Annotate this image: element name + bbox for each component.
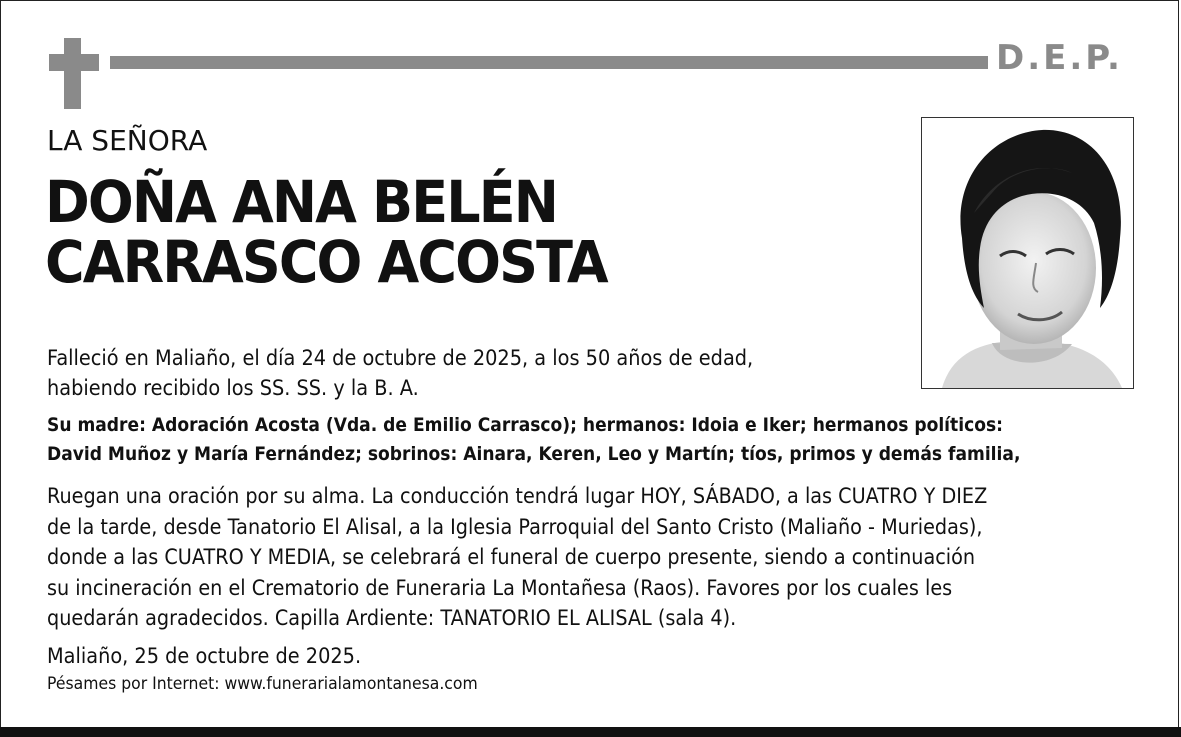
deceased-name [45,168,607,296]
family-line-1: Su madre: Adoración Acosta (Vda. de Emilio Carrasco); hermanos: Idoia e Iker; hermanos políticos: [47,414,1003,436]
cross-icon [64,38,81,109]
announcement-line-2: de la tarde, desde Tanatorio El Alisal, a la Iglesia Parroquial del Santo Cristo (Maliaño - Muriedas), [47,514,983,539]
death-line-1: Falleció en Maliaño, el día 24 de octubre de 2025, a los 50 años de edad, [47,346,754,370]
header-rule [110,56,988,69]
condolences-link-text: Pésames por Internet: www.funerarialamontanesa.com [47,674,478,694]
name-line-1: DOÑA ANA BELÉN [45,168,557,236]
cross-icon-bar [49,54,99,71]
announcement-line-1: Ruegan una oración por su alma. La conducción tendrá lugar HOY, SÁBADO, a las CUATRO Y DIEZ [47,484,988,508]
name-line-2: CARRASCO ACOSTA [45,228,607,296]
bottom-rule [0,727,1181,737]
announcement-paragraph [47,481,987,634]
portrait-photo [921,117,1134,389]
portrait-image [922,118,1133,388]
intro-label: LA SEÑORA [47,124,208,157]
announcement-line-4: su incineración en el Crematorio de Funeraria La Montañesa (Raos). Favores por los cuales les [47,575,953,600]
family-line-2: David Muñoz y María Fernández; sobrinos: Ainara, Keren, Leo y Martín; tíos, primos y demás familia, [47,443,1021,465]
death-line-2: habiendo recibido los SS. SS. y la B. A. [47,376,419,400]
death-paragraph [47,343,753,403]
announcement-line-5: quedarán agradecidos. Capilla Ardiente: TANATORIO EL ALISAL (sala 4). [47,606,737,630]
family-paragraph [47,411,1020,469]
place-date: Maliaño, 25 de octubre de 2025. [47,644,362,668]
dep-label: D.E.P. [996,38,1123,78]
announcement-line-3: donde a las CUATRO Y MEDIA, se celebrará el funeral de cuerpo presente, siendo a continuación [47,545,976,569]
